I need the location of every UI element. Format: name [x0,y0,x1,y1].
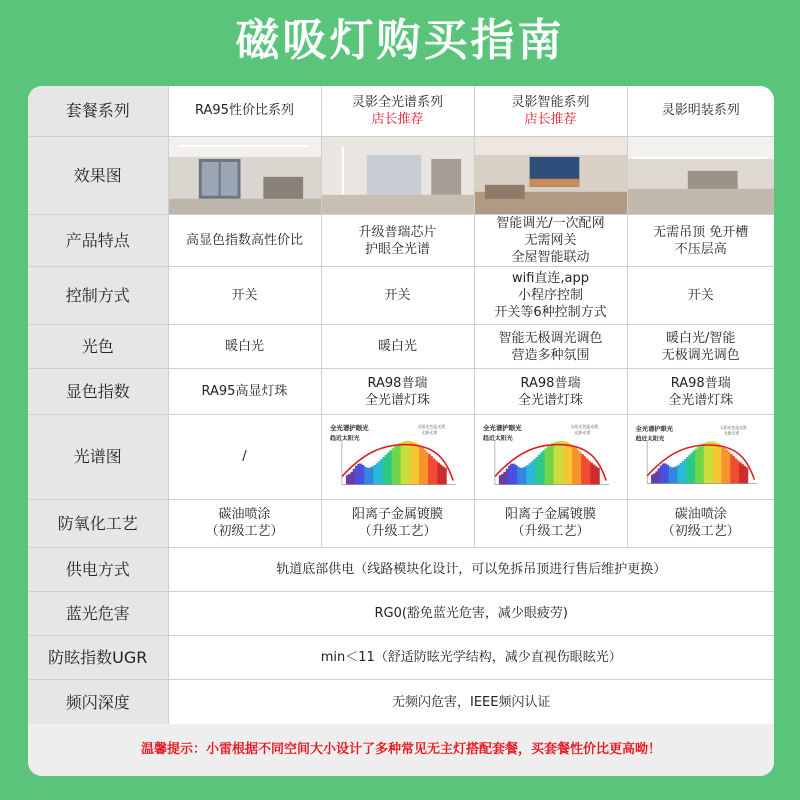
cell-text [321,499,474,547]
cell-line: （升级工艺） [358,524,437,540]
row-label-color: 光色 [28,325,168,369]
table-row-ugr [28,635,774,679]
spectrum-chart [627,415,774,499]
series-name: RA95性价比系列 [195,103,294,119]
cell-line: 碳油喷涂 [674,507,727,523]
cell-text: 暖白光 [321,325,474,369]
svg-text:全光谱护眼光: 全光谱护眼光 [635,426,673,434]
comparison-table [28,86,774,726]
cell-text [627,215,774,267]
cell-line: RA98普瑞 [670,375,731,391]
cell-line: 全光谱灯珠 [517,392,583,408]
spectrum-chart [321,415,474,499]
cell-line: 阳离子金属镀膜 [504,507,596,523]
page-title: 磁吸灯购买指南 [235,15,565,66]
spectrum-graphic [322,415,474,498]
table-row-cri [28,369,774,415]
cell-line: 全屋智能联动 [511,250,590,266]
series-name: 灵影明装系列 [661,103,740,119]
table-row-features [28,215,774,267]
svg-text:太阳光色温光谱: 太阳光色温光谱 [569,424,598,430]
svg-text:太阳光色温光谱: 太阳光色温光谱 [719,425,747,431]
series-ra95 [168,86,321,136]
row-label-power: 供电方式 [28,547,168,591]
cell-line: 碳油喷涂 [218,507,271,523]
cell-text [474,499,627,547]
cell-line: wifi直连,app [511,271,590,287]
cell-line: 营造多种氛围 [511,347,590,363]
row-label-cri: 显色指数 [28,369,168,415]
svg-text:趋近太阳光: 趋近太阳光 [635,436,664,443]
effect-image-1 [168,136,321,215]
cell-line: 全光谱灯珠 [668,392,734,408]
merged-cell: 轨道底部供电（线路模块化设计，可以免拆吊顶进行售后维护更换） [168,547,774,591]
row-label-flicker: 频闪深度 [28,679,168,725]
cell-text [627,369,774,415]
series-name: 灵影智能系列 [511,94,590,110]
spectrum-chart [474,415,627,499]
cell-line: 暖白光/智能 [666,330,736,346]
svg-text:趋近太阳光: 趋近太阳光 [482,435,513,443]
cell-text: 开关 [168,267,321,325]
svg-text:趋近太阳光: 趋近太阳光 [329,435,360,443]
cell-line: 智能无极调光调色 [498,330,603,346]
table-row-effect [28,136,774,215]
cell-text [474,325,627,369]
spectrum-graphic [475,415,627,498]
cell-text [627,499,774,547]
cell-text: 开关 [321,267,474,325]
table-row-header [28,86,774,136]
cell-line: 升级普瑞芯片 [358,224,437,240]
cell-text: 暖白光 [168,325,321,369]
series-smart [474,86,627,136]
cell-text [474,267,627,325]
effect-image-2 [321,136,474,215]
cell-line: 无需网关 [524,233,577,249]
effect-image-4 [627,136,774,215]
table-row-control [28,267,774,325]
table-row-spectrum [28,415,774,499]
cell-line: 护眼全光谱 [364,241,430,257]
table-row-oxidation [28,499,774,547]
cell-line: RA98普瑞 [367,375,428,391]
cell-line: 小程序控制 [517,288,583,304]
cell-line: 不压层高 [674,241,727,257]
merged-cell: RG0(豁免蓝光危害，减少眼疲劳) [168,591,774,635]
cell-line: （升级工艺） [511,524,590,540]
cell-line: （初级工艺） [661,524,740,540]
cell-text: 高显色指数高性价比 [168,215,321,267]
row-label-oxidation: 防氧化工艺 [28,499,168,547]
cell-line: RA98普瑞 [520,375,581,391]
cell-line: 智能调光/一次配网 [496,216,605,232]
row-label-features: 产品特点 [28,215,168,267]
svg-text:全光谱护眼光: 全光谱护眼光 [482,424,522,433]
row-label-ugr: 防眩指数UGR [28,635,168,679]
cell-text [474,369,627,415]
svg-text:光源光谱: 光源光谱 [573,430,590,436]
recommend-tag: 店长推荐 [524,111,577,127]
table-row-power [28,547,774,591]
cell-text [321,215,474,267]
cell-text: RA95高显灯珠 [168,369,321,415]
cell-text [627,325,774,369]
row-label-spectrum: 光谱图 [28,415,168,499]
cell-text [321,369,474,415]
series-name: 灵影全光谱系列 [351,94,443,110]
cell-line: 开关等6种控制方式 [494,305,607,321]
cell-text: / [168,415,321,499]
svg-text:全光谱护眼光: 全光谱护眼光 [329,424,369,433]
cell-text: 开关 [627,267,774,325]
row-label-control: 控制方式 [28,267,168,325]
series-full-spectrum [321,86,474,136]
cell-line: 无需吊顶 免开槽 [653,224,749,240]
recommend-tag: 店长推荐 [371,111,424,127]
spectrum-graphic [628,415,775,498]
cell-text [168,499,321,547]
cell-line: 阳离子金属镀膜 [351,507,443,523]
row-label-effect: 效果图 [28,136,168,215]
cell-line: （初级工艺） [205,524,284,540]
cell-line: 无极调光调色 [661,347,740,363]
series-surface [627,86,774,136]
svg-text:光源光谱: 光源光谱 [723,430,739,436]
table-row-bluelight [28,591,774,635]
cell-line: 全光谱灯珠 [364,392,430,408]
comparison-panel [28,86,774,776]
tip-note: 温馨提示：小雷根据不同空间大小设计了多种常见无主灯搭配套餐，买套餐性价比更高呦！ [28,724,774,776]
cell-text [474,215,627,267]
svg-text:光源光谱: 光源光谱 [420,430,437,436]
effect-image-3 [474,136,627,215]
svg-text:太阳光色温光谱: 太阳光色温光谱 [416,424,445,430]
merged-cell: min＜11（舒适防眩光学结构，减少直视伤眼眩光） [168,635,774,679]
table-row-flicker [28,679,774,725]
row-label-series: 套餐系列 [28,86,168,136]
row-label-bluelight: 蓝光危害 [28,591,168,635]
table-row-color [28,325,774,369]
merged-cell: 无频闪危害，IEEE频闪认证 [168,679,774,725]
